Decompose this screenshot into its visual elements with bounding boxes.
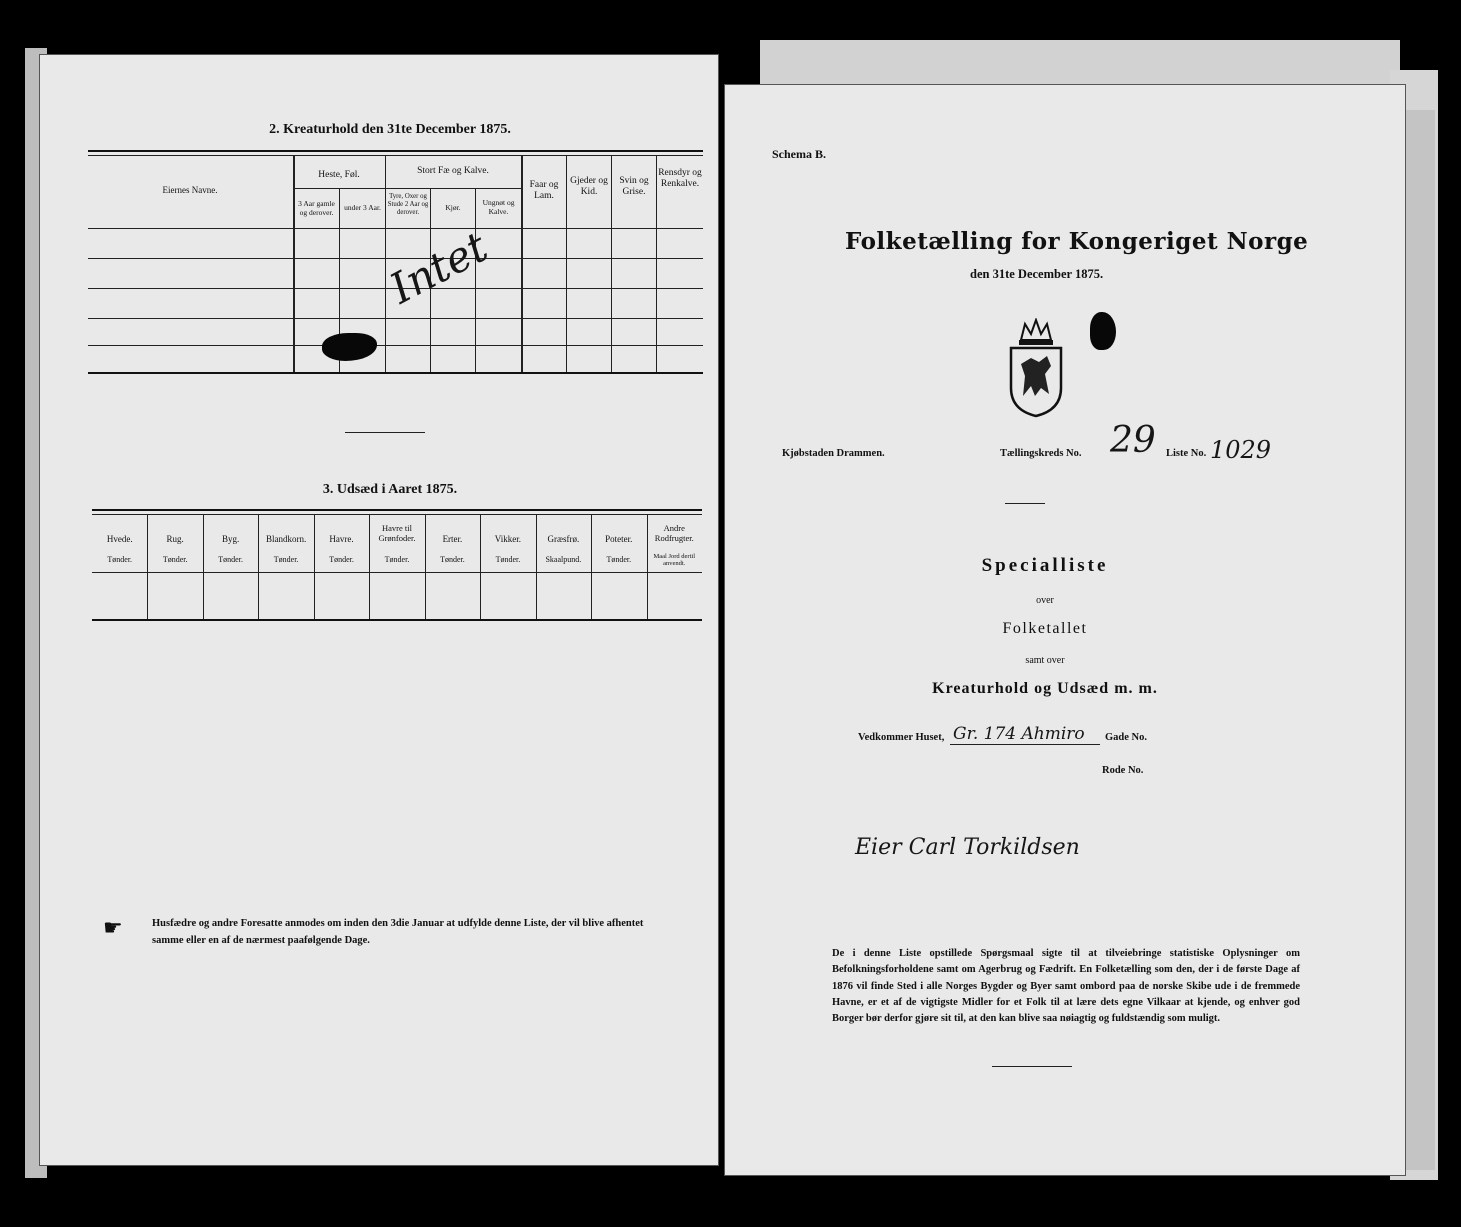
table2-subheader-rule [293,188,521,189]
table3-col-line [147,514,148,619]
owner-signature: Eier Carl Torkildsen [855,835,1080,860]
table3-column-unit: Tønder. [273,555,299,564]
vedkommer-label: Vedkommer Huset, [858,732,945,743]
table3-column-unit: Tønder. [329,555,354,564]
pointing-hand-icon: ☛ [103,916,123,941]
table3-column-unit: Tønder. [384,555,410,564]
heste-sub1-header: 3 Aar gamle og derover. [298,199,335,217]
instructions-note: Husfædre og andre Foresatte anmodes om inden den 3die Januar at udfylde denne Liste, der vil blive afhentet samme eller en af de nærmest paafølgende Dage. [152,918,644,947]
faar-header: Faar og Lam. [529,180,559,201]
separator-rule [345,432,425,433]
table3-top-rule [92,509,702,511]
table3-column-header: Rug. [166,534,184,544]
census-date: den 31te December 1875. [970,267,1104,281]
kreaturhold-heading: Kreaturhold og Udsæd m. m. [932,680,1158,697]
table3-col-line [536,514,537,619]
heste-sub2-header: under 3 Aar. [344,203,381,212]
handwritten-intet: Intet [382,221,496,314]
paper-edge-right-inner [1405,110,1435,1170]
separator-rule-right [1005,503,1045,504]
stortfae-group-header: Stort Fæ og Kalve. [417,166,489,176]
rode-label: Rode No. [1102,765,1144,776]
table3-column-unit: Maal Jord dertil anvendt. [653,553,696,567]
coat-of-arms-icon [1005,318,1067,418]
liste-label: Liste No. [1166,448,1207,459]
table3-column-unit: Tønder. [495,555,521,564]
svin-header: Svin og Grise. [619,176,649,197]
specialliste-heading: Specialliste [981,555,1109,576]
kreds-value: 29 [1110,420,1156,461]
table3-col-line [425,514,426,619]
stortfae-sub3-header: Ungnøt og Kalve. [482,198,515,216]
kreds-label: Tællingskreds No. [1000,448,1082,459]
schema-label: Schema B. [772,147,826,161]
table3-column-unit: Skaalpund. [545,555,582,564]
explanatory-paragraph: De i denne Liste opstillede Spørgsmaal sigte til at tilveiebringe statistiske Oplysninger om Befolkningsforholdene samt om Agerbrug og Fædrift. En Folketælling som den, der i de første Dage af 1876 vil finde Sted i alle Norges Bygder og Byer samt ombord paa de norske Skibe ude i de fremmede Havne, er et af de vigtigste Midler for et Folk til at lære dets egne Vilkaar at kjende, og enhver god Borger bør derfor gjøre sit til, at den kan blive saa nøiagtig og fuldstændig som muligt. [832,948,1300,1025]
left-page [40,55,718,1165]
table3-column-unit: Tønder. [606,555,632,564]
table2-col-line [521,155,523,372]
table3-column-header: Havre til Grønfoder. [378,523,416,543]
liste-value: 1029 [1210,436,1272,464]
table3-column-header: Byg. [222,534,240,544]
over-text: over [1036,595,1054,606]
table3-column-header: Blandkorn. [265,534,307,544]
kjobstaden-label: Kjøbstaden Drammen. [782,448,885,459]
section3-title: 3. Udsæd i Aaret 1875. [322,482,458,497]
table2-col-line [385,155,386,372]
table3-column-unit: Tønder. [107,555,133,564]
paper-edge-top [760,40,1400,90]
table3-column-header: Poteter. [605,534,633,544]
table3-col-line [480,514,481,619]
owner-column-header: Eiernes Navne. [162,185,218,195]
page-title: Folketælling for Kongeriget Norge [845,228,1309,255]
table3-header-rule [92,572,702,573]
table3-column-header: Havre. [329,534,354,544]
table3-column-header: Andre Rodfrugter. [654,523,694,543]
gjeder-header: Gjeder og Kid. [570,176,608,197]
address-underline [950,744,1100,745]
table3-column-header: Hvede. [106,534,133,544]
table2-top-rule [88,150,703,152]
table3-column-header: Græsfrø. [547,534,580,544]
bottom-rule [992,1066,1072,1067]
vedkommer-value: Gr. 174 Ahmiro [953,724,1085,744]
stortfae-sub2-header: Kjør. [445,203,461,212]
table3-bottom-rule [92,619,702,621]
rensdyr-header: Rensdyr og Renkalve. [658,168,702,189]
table3-column-unit: Tønder. [440,555,465,564]
table3-column-unit: Tønder. [218,555,243,564]
gade-label: Gade No. [1105,732,1147,743]
folketallet-heading: Folketallet [1002,620,1088,637]
table2-bottom-rule [88,372,703,374]
table2-col-line [293,155,295,372]
table3-column-header: Erter. [442,534,463,544]
samt-over-text: samt over [1025,655,1065,666]
table3-col-line [203,514,204,619]
table3-column-header: Vikker. [494,534,521,544]
section2-title: 2. Kreaturhold den 31te December 1875. [269,122,511,137]
table3-col-line [591,514,592,619]
table3-top-rule-2 [92,514,702,515]
table3-col-line [258,514,259,619]
table3-col-line [314,514,315,619]
table3-column-unit: Tønder. [162,555,188,564]
ink-blot-right [1090,312,1116,350]
stortfae-sub1-header: Tyre, Oxer og Stude 2 Aar og derover. [387,193,429,216]
heste-group-header: Heste, Føl. [318,170,360,180]
